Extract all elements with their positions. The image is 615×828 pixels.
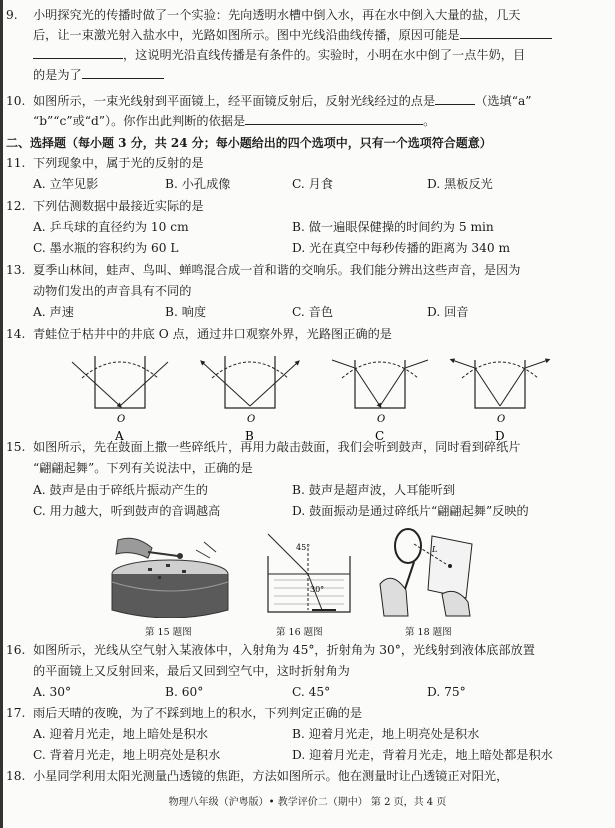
q16-option-a[interactable]: A. 30° <box>33 685 72 699</box>
q15-number: 15. <box>6 440 26 454</box>
q17-option-a[interactable]: A. 迎着月光走，地上暗处是积水 <box>33 727 208 741</box>
q16-option-c[interactable]: C. 45° <box>292 685 331 699</box>
q10-blank1[interactable] <box>435 92 475 105</box>
q13-option-d[interactable]: D. 回音 <box>427 305 469 319</box>
q9-blank2[interactable] <box>82 66 164 79</box>
q13-option-b[interactable]: B. 响度 <box>165 305 207 319</box>
q17-number: 17. <box>6 706 26 720</box>
q16-line2: 的平面镜上又反射回来，最后又回到空气中，这时折射角为 <box>33 664 350 678</box>
lens-figure <box>374 524 478 618</box>
q9-line3: ，这说明光沿直线传播是有条件的。实验时，小明在水中倒了一点牛奶，目 <box>33 46 525 64</box>
angle-45: 45° <box>296 543 311 552</box>
q16-option-d[interactable]: D. 75° <box>427 685 466 699</box>
q11-option-b[interactable]: B. 小孔成像 <box>165 177 231 191</box>
q12-stem: 下列估测数据中最接近实际的是 <box>33 199 204 213</box>
q13-option-a[interactable]: A. 声速 <box>33 305 74 319</box>
q12-option-b[interactable]: B. 做一遍眼保健操的时间约为 5 min <box>292 220 494 234</box>
q14-label-d: D <box>495 429 505 442</box>
q16-number: 16. <box>6 643 26 657</box>
page-footer: 物理八年级（沪粤版）• 教学评价二（期中） 第 2 页，共 4 页 <box>168 797 447 808</box>
q10-line1: 如图所示，一束光线射到平面镜上，经平面镜反射后，反射光线经过的点是 （选填“a” <box>33 94 532 108</box>
q17-option-c[interactable]: C. 背着月光走，地上明亮处是积水 <box>33 748 221 762</box>
q14-point-d: O <box>497 414 506 425</box>
fig15-caption: 第 15 题图 <box>145 627 192 638</box>
q16-line1: 如图所示，光线从空气射入某液体中，入射角为 45°，折射角为 30°，光线射到液体底部放置 <box>33 643 535 657</box>
q15-line1: 如图所示，先在鼓面上撒一些碎纸片，再用力敲击鼓面，我们会听到鼓声，同时看到碎纸片 <box>33 440 521 454</box>
q13-option-c[interactable]: C. 音色 <box>292 305 334 319</box>
hand-left <box>380 578 408 616</box>
q18-number: 18. <box>6 769 26 783</box>
q15-option-c[interactable]: C. 用力越大，听到鼓声的音调越高 <box>33 504 221 518</box>
q12-option-d[interactable]: D. 光在真空中每秒传播的距离为 340 m <box>292 241 511 255</box>
q11-option-a[interactable]: A. 立竿见影 <box>33 177 99 191</box>
q9-line4: 的是为了 <box>33 66 164 84</box>
convex-lens <box>395 529 421 563</box>
q14-diagram-c[interactable] <box>332 360 428 408</box>
q14-point-c: O <box>377 414 386 425</box>
q14-diagram-d[interactable] <box>452 360 548 408</box>
q15-option-d[interactable]: D. 鼓面振动是通过碎纸片“翩翩起舞”反映的 <box>292 504 529 518</box>
q10-line2: “b”“c”或“d”）。你作出此判断的依据是 。 <box>33 114 436 128</box>
q9-number: 9. <box>6 8 18 22</box>
q14-diagram-b[interactable] <box>202 356 298 408</box>
q15-line2: “翩翩起舞”。下列有关说法中，正确的是 <box>33 461 253 475</box>
q13-number: 13. <box>6 263 26 277</box>
q15-option-a[interactable]: A. 鼓声是由于碎纸片振动产生的 <box>33 483 208 497</box>
fig18-caption: 第 18 题图 <box>405 627 452 638</box>
q12-option-a[interactable]: A. 乒乓球的直径约为 10 cm <box>33 220 189 234</box>
q11-number: 11. <box>6 156 26 170</box>
q11-option-c[interactable]: C. 月食 <box>292 177 334 191</box>
q14-label-b: B <box>245 429 254 442</box>
hand-shape <box>116 538 152 558</box>
q13-line1: 夏季山林间，蛙声、鸟叫、蝉鸣混合成一首和谐的交响乐。我们能分辨出这些声音，是因为 <box>33 263 521 277</box>
q14-label-a: A <box>115 429 124 442</box>
q16-option-b[interactable]: B. 60° <box>165 685 204 699</box>
q17-option-d[interactable]: D. 迎着月光走，背着月光走，地上暗处都是积水 <box>292 748 553 762</box>
drumstick <box>148 552 178 556</box>
q14-figure <box>60 346 580 442</box>
q9-line2: 后，让一束激光射入盐水中，光路如图所示。图中光线沿曲线传播，原因可能是 <box>33 26 552 44</box>
q13-line2: 动物们发出的声音具有不同的 <box>33 284 192 298</box>
drum-figure <box>108 530 256 618</box>
q11-option-d[interactable]: D. 黑板反光 <box>427 177 493 191</box>
angle-30: 30° <box>310 585 325 594</box>
q14-stem: 青蛙位于枯井中的井底 O 点，通过井口观察外界，光路图正确的是 <box>33 327 392 341</box>
q9-blank1[interactable] <box>460 26 552 39</box>
fig16-caption: 第 16 题图 <box>276 627 323 638</box>
water-lines <box>274 580 344 604</box>
q14-point-a: O <box>117 414 126 425</box>
q14-diagram-a[interactable] <box>72 356 168 408</box>
refraction-figure <box>264 528 354 616</box>
q12-number: 12. <box>6 199 26 213</box>
q14-number: 14. <box>6 327 26 341</box>
q10-blank2[interactable] <box>245 112 423 125</box>
section-2-heading: 二、选择题（每小题 3 分，共 24 分；每小题给出的四个选项中，只有一个选项符合题意） <box>6 136 492 150</box>
lens-handle <box>404 562 414 592</box>
page-edge <box>0 0 3 828</box>
q12-option-c[interactable]: C. 墨水瓶的容积约为 60 L <box>33 241 179 255</box>
q17-stem: 雨后天晴的夜晚，为了不踩到地上的积水，下列判定正确的是 <box>33 706 363 720</box>
q9-line1: 小明探究光的传播时做了一个实验：先向透明水槽中倒入水，再在水中倒入大量的盐，几天 <box>33 8 521 22</box>
q11-stem: 下列现象中，属于光的反射的是 <box>33 156 204 170</box>
q10-number: 10. <box>6 94 26 108</box>
q15-option-b[interactable]: B. 鼓声是超声波，人耳能听到 <box>292 483 455 497</box>
q17-option-b[interactable]: B. 迎着月光走，地上明亮处是积水 <box>292 727 480 741</box>
q14-point-b: O <box>247 414 256 425</box>
q9-blank1-cont[interactable] <box>33 46 123 59</box>
q14-label-c: C <box>375 429 385 442</box>
q18-line1: 小星同学利用太阳光测量凸透镜的焦距，方法如图所示。他在测量时让凸透镜正对阳光， <box>33 769 509 783</box>
focal-length-label: L <box>432 545 438 554</box>
